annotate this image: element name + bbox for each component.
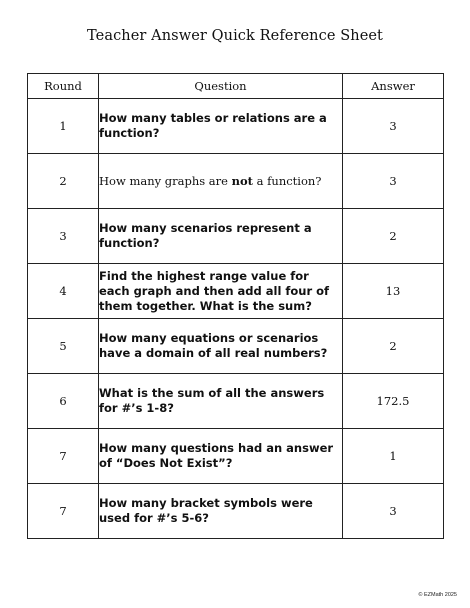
round-cell: 7 bbox=[28, 429, 99, 484]
table-header-row bbox=[28, 74, 444, 99]
answer-cell: 13 bbox=[343, 264, 444, 319]
table-row bbox=[28, 99, 444, 154]
round-cell: 5 bbox=[28, 319, 99, 374]
page-title: Teacher Answer Quick Reference Sheet bbox=[87, 28, 383, 44]
answer-cell: 172.5 bbox=[343, 374, 444, 429]
question-cell: How many questions had an answer of “Does Not Exist”? bbox=[99, 429, 343, 484]
table-row bbox=[28, 374, 444, 429]
question-text: a function? bbox=[252, 173, 322, 188]
answer-cell: 2 bbox=[343, 319, 444, 374]
answer-table bbox=[27, 73, 444, 539]
question-cell: How many scenarios represent a function? bbox=[99, 209, 343, 264]
answer-cell: 3 bbox=[343, 154, 444, 209]
question-cell: What is the sum of all the answers for #’s 1-8? bbox=[99, 374, 343, 429]
question-cell bbox=[99, 154, 343, 209]
table-row bbox=[28, 209, 444, 264]
table-row bbox=[28, 429, 444, 484]
round-cell: 6 bbox=[28, 374, 99, 429]
answer-cell: 3 bbox=[343, 99, 444, 154]
column-header-question: Question bbox=[99, 74, 343, 99]
round-cell: 4 bbox=[28, 264, 99, 319]
column-header-round: Round bbox=[28, 74, 99, 99]
round-cell: 2 bbox=[28, 154, 99, 209]
question-cell: How many tables or relations are a function? bbox=[99, 99, 343, 154]
round-cell: 3 bbox=[28, 209, 99, 264]
copyright-footer: © EZMath 2025 bbox=[418, 592, 457, 598]
table-row bbox=[28, 319, 444, 374]
answer-cell: 2 bbox=[343, 209, 444, 264]
question-text: How many graphs are bbox=[99, 173, 232, 188]
column-header-answer: Answer bbox=[343, 74, 444, 99]
question-cell: How many bracket symbols were used for #’s 5-6? bbox=[99, 484, 343, 539]
round-cell: 1 bbox=[28, 99, 99, 154]
answer-cell: 1 bbox=[343, 429, 444, 484]
table-row bbox=[28, 484, 444, 539]
table-row bbox=[28, 154, 444, 209]
answer-cell: 3 bbox=[343, 484, 444, 539]
round-cell: 7 bbox=[28, 484, 99, 539]
question-emphasis: not bbox=[231, 173, 253, 188]
table-row bbox=[28, 264, 444, 319]
question-cell: Find the highest range value for each graph and then add all four of them together. What is the sum? bbox=[99, 264, 343, 319]
question-cell: How many equations or scenarios have a domain of all real numbers? bbox=[99, 319, 343, 374]
